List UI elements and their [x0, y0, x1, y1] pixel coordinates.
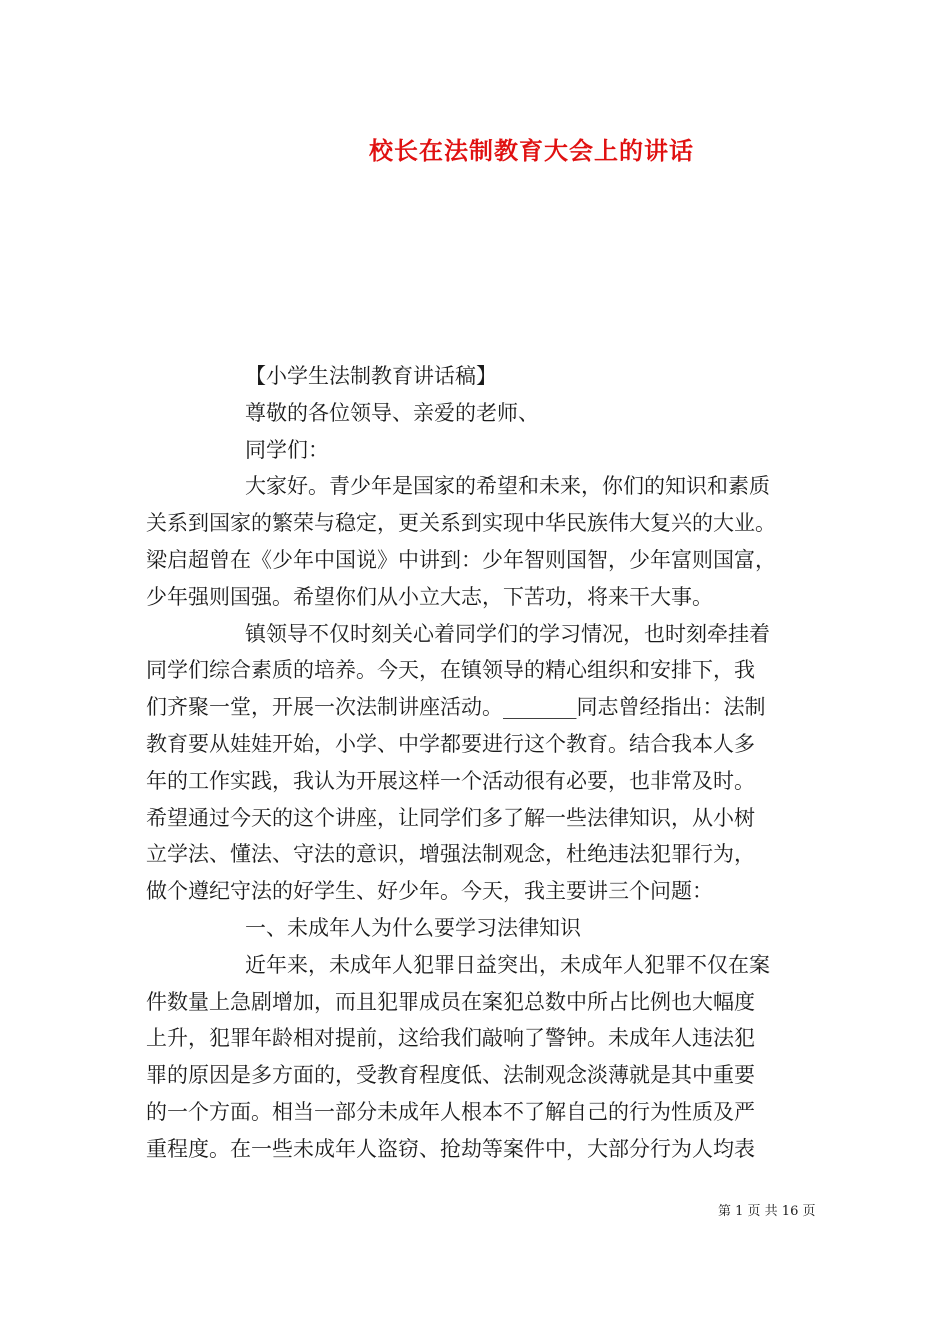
- text-line: 年的工作实践，我认为开展这样一个活动很有必要，也非常及时。: [146, 768, 755, 793]
- text-line: 少年强则国强。希望你们从小立大志，下苦功，将来干大事。: [146, 584, 713, 609]
- text-line: 【小学生法制教育讲话稿】: [245, 364, 497, 388]
- text-line: 教育要从娃娃开始，小学、中学都要进行这个教育。结合我本人多: [146, 731, 755, 756]
- text-line: 镇领导不仅时刻关心着同学们的学习情况，也时刻牵挂着: [245, 621, 770, 646]
- text-line: 同学们综合素质的培养。今天，在镇领导的精心组织和安排下，我: [146, 658, 755, 683]
- document-body: [146, 358, 814, 1168]
- text-line: 们齐聚一堂，开展一次法制讲座活动。_______同志曾经指出：法制: [146, 695, 766, 720]
- text-line: 关系到国家的繁荣与稳定，更关系到实现中华民族伟大复兴的大业。: [146, 511, 776, 536]
- text-line: 立学法、懂法、守法的意识，增强法制观念，杜绝违法犯罪行为，: [146, 842, 755, 867]
- page-footer: 第 1 页 共 16 页: [718, 1204, 816, 1219]
- text-line: 一、未成年人为什么要学习法律知识: [245, 915, 581, 940]
- text-line: 大家好。青少年是国家的希望和未来，你们的知识和素质: [245, 474, 770, 499]
- text-line: 同学们：: [245, 437, 329, 462]
- text-line: 希望通过今天的这个讲座，让同学们多了解一些法律知识，从小树: [146, 805, 755, 830]
- text-line: 的一个方面。相当一部分未成年人根本不了解自己的行为性质及严: [146, 1099, 755, 1124]
- text-line: 罪的原因是多方面的，受教育程度低、法制观念淡薄就是其中重要: [146, 1063, 755, 1088]
- text-line: 重程度。在一些未成年人盗窃、抢劫等案件中，大部分行为人均表: [146, 1136, 755, 1161]
- text-line: 近年来，未成年人犯罪日益突出，未成年人犯罪不仅在案: [245, 952, 770, 977]
- text-line: 做个遵纪守法的好学生、好少年。今天，我主要讲三个问题：: [146, 879, 713, 904]
- document-title: 校长在法制教育大会上的讲话: [369, 136, 694, 165]
- text-line: 上升，犯罪年龄相对提前，这给我们敲响了警钟。未成年人违法犯: [146, 1026, 755, 1051]
- text-line: 件数量上急剧增加，而且犯罪成员在案犯总数中所占比例也大幅度: [146, 989, 755, 1014]
- text-line: 尊敬的各位领导、亲爱的老师、: [245, 400, 539, 425]
- text-line: 梁启超曾在《少年中国说》中讲到：少年智则国智，少年富则国富，: [146, 547, 776, 572]
